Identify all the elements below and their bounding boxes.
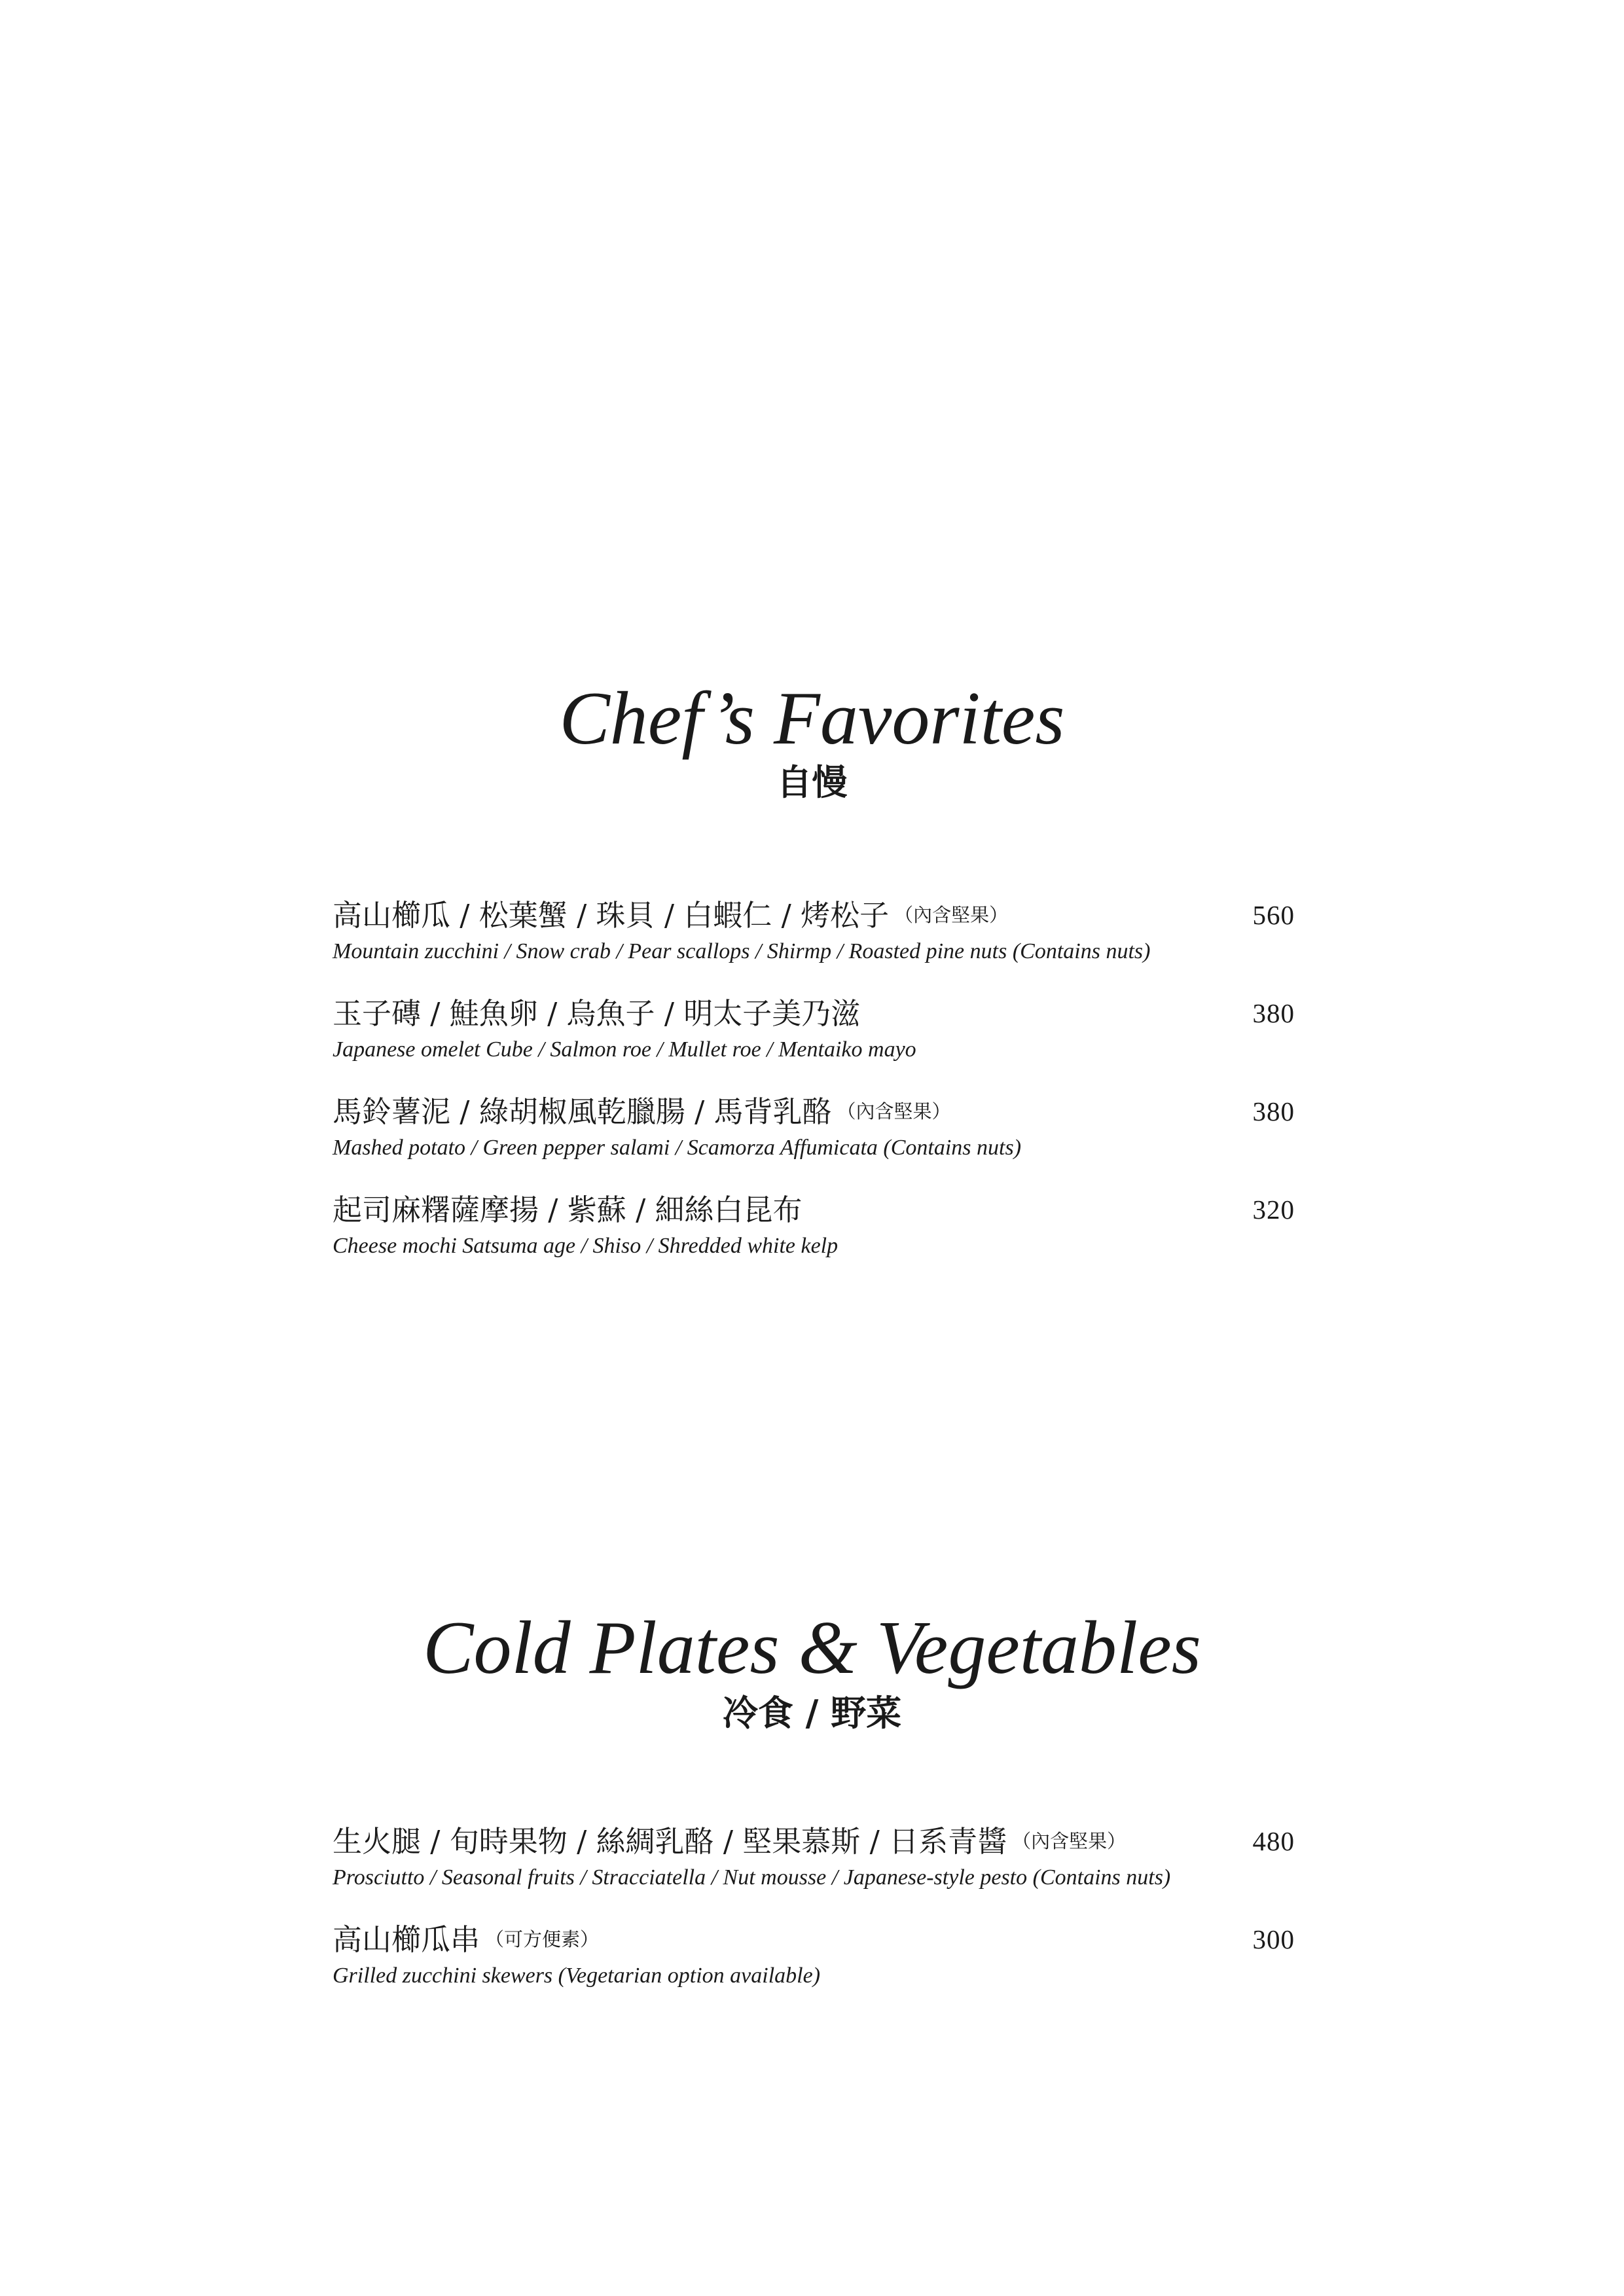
item-name-en: Mashed potato / Green pepper salami / Scamorza Affumicata (Contains nuts) [333,1136,1022,1160]
item-price: 380 [1252,998,1295,1028]
item-name-zh [333,1191,808,1229]
item-name-en: Grilled zucchini skewers (Vegetarian option available) [333,1964,821,1988]
item-name-en: Prosciutto / Seasonal fruits / Stracciatella / Nut mousse / Japanese-style pesto (Contains nuts) [333,1865,1171,1890]
item-name-zh [333,1921,599,1958]
item-price: 300 [1252,1924,1295,1954]
item-name-zh-text: 高山櫛瓜串 [333,1922,480,1957]
item-note: （內含堅果） [1012,1830,1127,1852]
item-name-en: Mountain zucchini / Snow crab / Pear scallops / Shirmp / Roasted pine nuts (Contains nuts) [333,939,1151,963]
section-title: Cold Plates & Vegetables [423,1606,1201,1690]
section-subtitle: 冷食 / 野菜 [722,1692,902,1734]
item-name-zh-text: 高山櫛瓜 / 松葉蟹 / 珠貝 / 白蝦仁 / 烤松子 [333,898,890,933]
item-name-zh-text: 馬鈴薯泥 / 綠胡椒風乾臘腸 / 馬背乳酪 [333,1094,832,1129]
item-name-zh [333,1823,1126,1860]
menu-item [333,1093,1295,1172]
menu-item [333,1921,1295,2000]
item-price: 380 [1252,1096,1295,1126]
item-name-zh [333,1093,951,1130]
menu-item [333,995,1295,1073]
menu-item [333,897,1295,975]
item-price: 480 [1252,1826,1295,1856]
item-note: （可方便素） [485,1928,600,1950]
menu-item [333,1823,1295,1901]
section-subtitle: 自慢 [776,761,848,803]
item-name-zh [333,897,1008,934]
item-price: 320 [1252,1194,1295,1225]
item-note: （內含堅果） [894,904,1009,926]
menu-item [333,1191,1295,1270]
item-note: （內含堅果） [837,1100,951,1122]
item-name-en: Japanese omelet Cube / Salmon roe / Mullet roe / Mentaiko mayo [333,1037,916,1062]
item-price: 560 [1252,900,1295,930]
item-name-zh-text: 玉子磚 / 鮭魚卵 / 烏魚子 / 明太子美乃滋 [333,996,861,1031]
item-name-zh-text: 生火腿 / 旬時果物 / 絲綢乳酪 / 堅果慕斯 / 日系青醬 [333,1824,1007,1859]
item-name-zh-text: 起司麻糬薩摩揚 / 紫蘇 / 細絲白昆布 [333,1193,803,1227]
section-title: Chef’s Favorites [559,677,1065,761]
item-name-zh [333,995,865,1032]
item-name-en: Cheese mochi Satsuma age / Shiso / Shredded white kelp [333,1234,839,1258]
